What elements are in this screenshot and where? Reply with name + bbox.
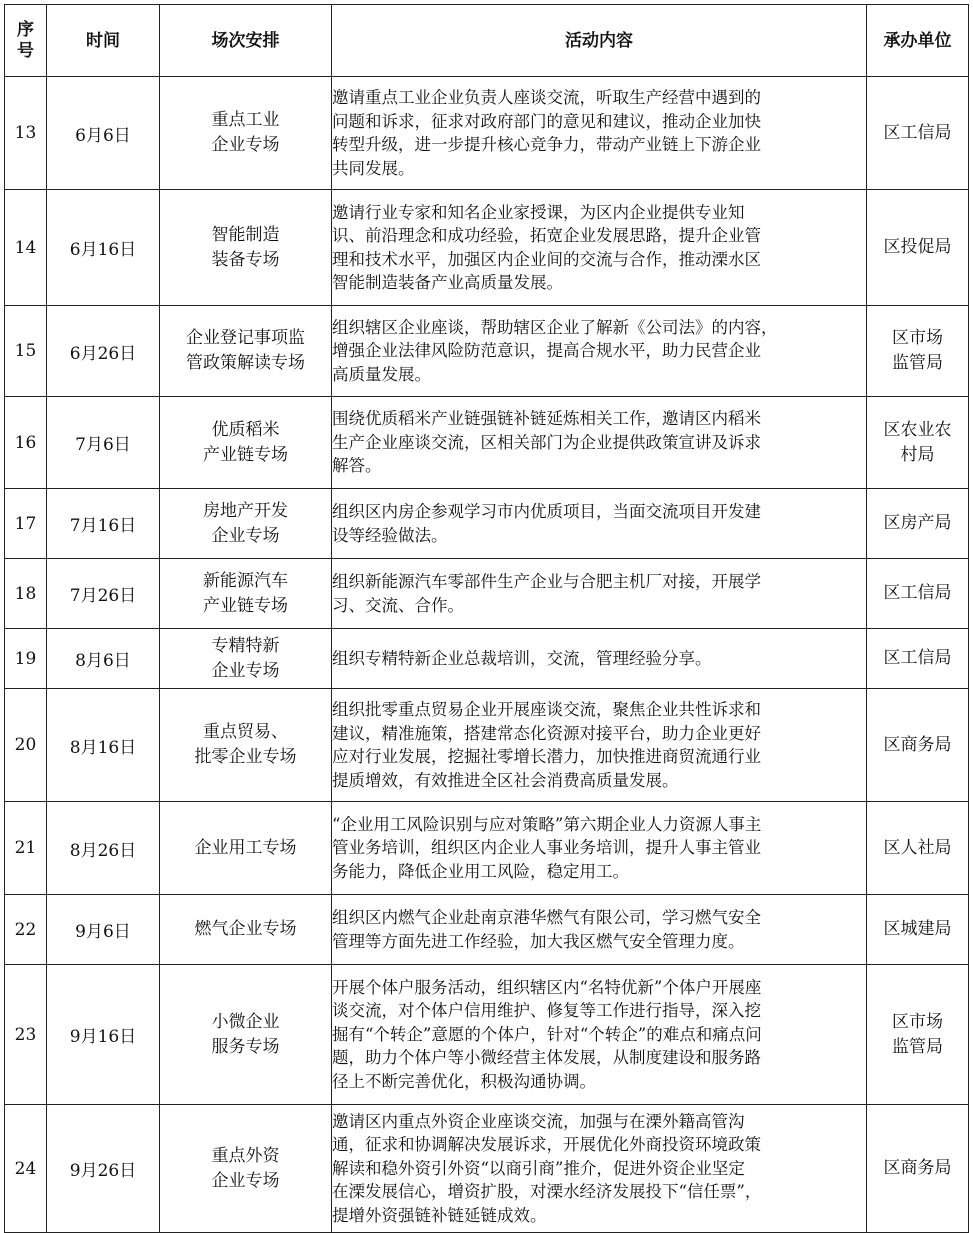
row-content <box>332 689 867 802</box>
session-line: 燃气企业专场 <box>194 919 297 939</box>
table-row <box>5 965 969 1105</box>
table-row <box>5 559 969 629</box>
row-date: 9月16日 <box>47 965 160 1105</box>
organizer-line: 区工信局 <box>883 122 952 143</box>
row-session <box>160 802 332 895</box>
table-row <box>5 489 969 559</box>
row-organizer <box>867 1105 969 1233</box>
header-number <box>5 5 47 77</box>
row-organizer <box>867 559 969 629</box>
content-line: 解读和稳外资引外资“以商引商”推介，促进外资企业坚定 <box>332 1158 745 1178</box>
content-line: 务能力，降低企业用工风险，稳定用工。 <box>332 861 629 881</box>
row-content <box>332 895 867 965</box>
row-number: 16 <box>5 397 47 489</box>
row-number: 17 <box>5 489 47 559</box>
content-line: 邀请重点工业企业负责人座谈交流，听取生产经营中遇到的 <box>332 88 761 107</box>
session-line: 企业专场 <box>211 135 280 155</box>
content-line: 围绕优质稻米产业链强链补链延炼相关工作，邀请区内稻米 <box>332 409 761 429</box>
content-line: 邀请行业专家和知名企业家授课，为区内企业提供专业知 <box>332 202 745 222</box>
content-line: 组织区内燃气企业赴南京港华燃气有限公司，学习燃气安全 <box>332 908 761 927</box>
row-date: 9月26日 <box>47 1105 160 1233</box>
content-line: 解答。 <box>332 456 382 476</box>
row-session <box>160 489 332 559</box>
table-row <box>5 629 969 689</box>
content-line: 增强企业法律风险防范意识，提高合规水平，助力民营企业 <box>332 341 761 361</box>
row-content <box>332 190 867 306</box>
organizer-line: 区商务局 <box>883 734 952 755</box>
content-line: 习、交流、合作。 <box>332 595 464 615</box>
table-row <box>5 77 969 190</box>
content-line: 高质量发展。 <box>332 364 431 384</box>
session-line: 重点贸易、 <box>203 722 288 742</box>
session-line: 企业专场 <box>211 660 280 681</box>
row-number: 18 <box>5 559 47 629</box>
header-number-line2: 号 <box>17 40 34 61</box>
organizer-line: 区人社局 <box>883 837 952 858</box>
row-session <box>160 965 332 1105</box>
session-line: 企业专场 <box>211 525 280 546</box>
organizer-line: 区市场 <box>892 1011 943 1032</box>
content-line: 组织批零重点贸易企业开展座谈交流，聚焦企业共性诉求和 <box>332 700 761 719</box>
row-content <box>332 1105 867 1233</box>
content-line: 邀请区内重点外资企业座谈交流，加强与在溧外籍高管沟 <box>332 1111 745 1131</box>
session-line: 智能制造 <box>211 224 280 245</box>
session-line: 管政策解读专场 <box>186 353 305 373</box>
row-organizer <box>867 190 969 306</box>
table-body <box>5 77 969 1233</box>
content-line: 开展个体户服务活动，组织辖区内“名特优新”个体户开展座 <box>332 977 762 997</box>
row-date: 7月6日 <box>47 397 160 489</box>
content-line: 识、前沿理念和成功经验，拓宽企业发展思路，提升企业管 <box>332 226 761 245</box>
row-number: 22 <box>5 895 47 965</box>
organizer-line: 监管局 <box>892 353 943 373</box>
session-line: 企业登记事项监 <box>186 328 305 348</box>
session-line: 企业专场 <box>211 1170 280 1191</box>
content-line: 管业务培训，组织区内企业人事业务培训，提升人事主管业 <box>332 838 761 858</box>
content-line: “企业用工风险识别与应对策略”第六期企业人力资源人事主 <box>332 814 762 834</box>
content-line: 应对行业发展，挖掘社零增长潜力，加快推进商贸流通行业 <box>332 747 761 766</box>
table-row <box>5 397 969 489</box>
content-line: 通，征求和协调解决发展诉求，开展优化外商投资环境政策 <box>332 1135 761 1155</box>
row-content <box>332 489 867 559</box>
session-line: 批零企业专场 <box>194 747 297 767</box>
row-organizer <box>867 306 969 397</box>
content-line: 管理等方面先进工作经验，加大我区燃气安全管理力度。 <box>332 931 745 951</box>
session-line: 专精特新 <box>211 635 280 656</box>
content-line: 共同发展。 <box>332 158 415 178</box>
content-line: 理和技术水平，加强区内企业间的交流与合作，推动溧水区 <box>332 249 761 269</box>
header-content: 活动内容 <box>332 5 867 77</box>
row-number: 20 <box>5 689 47 802</box>
session-line: 小微企业 <box>211 1011 280 1032</box>
content-line: 生产企业座谈交流，区相关部门为企业提供政策宣讲及诉求 <box>332 432 761 452</box>
row-content <box>332 802 867 895</box>
row-session <box>160 629 332 689</box>
content-line: 径上不断完善优化，积极沟通协调。 <box>332 1071 596 1091</box>
header-date: 时间 <box>47 5 160 77</box>
row-date: 7月16日 <box>47 489 160 559</box>
session-line: 优质稻米 <box>211 419 280 440</box>
content-line: 问题和诉求，征求对政府部门的意见和建议，推动企业加快 <box>332 111 761 131</box>
row-organizer <box>867 689 969 802</box>
content-line: 组织辖区企业座谈，帮助辖区企业了解新《公司法》的内容， <box>332 317 778 337</box>
content-line: 题，助力个体户等小微经营主体发展，从制度建设和服务路 <box>332 1048 761 1068</box>
organizer-line: 监管局 <box>892 1036 943 1057</box>
content-line: 建议，精准施策，搭建常态化资源对接平台，助力企业更好 <box>332 723 761 743</box>
row-content <box>332 629 867 689</box>
row-date: 9月6日 <box>47 895 160 965</box>
row-organizer <box>867 965 969 1105</box>
row-number: 21 <box>5 802 47 895</box>
session-line: 企业用工专场 <box>194 837 297 858</box>
row-session <box>160 689 332 802</box>
table-row <box>5 895 969 965</box>
row-number: 14 <box>5 190 47 306</box>
row-number: 15 <box>5 306 47 397</box>
table-row <box>5 802 969 895</box>
header-organizer: 承办单位 <box>867 5 969 77</box>
row-number: 24 <box>5 1105 47 1233</box>
organizer-line: 区农业农 <box>883 419 952 440</box>
row-date: 8月6日 <box>47 629 160 689</box>
content-line: 在溧发展信心，增资扩股，对溧水经济发展投下“信任票”， <box>332 1182 762 1202</box>
content-line: 转型升级，进一步提升核心竞争力，带动产业链上下游企业 <box>332 135 761 154</box>
row-date: 8月26日 <box>47 802 160 895</box>
content-line: 组织新能源汽车零部件生产企业与合肥主机厂对接，开展学 <box>332 572 761 591</box>
activity-schedule-table <box>4 4 969 1233</box>
row-date: 8月16日 <box>47 689 160 802</box>
row-number: 23 <box>5 965 47 1105</box>
organizer-line: 区工信局 <box>883 583 952 603</box>
session-line: 重点工业 <box>211 110 280 130</box>
row-organizer <box>867 802 969 895</box>
content-line: 提质增效，有效推进全区社会消费高质量发展。 <box>332 770 679 790</box>
session-line: 装备专场 <box>211 249 280 270</box>
session-line: 产业链专场 <box>203 444 288 465</box>
header-session: 场次安排 <box>160 5 332 77</box>
table-row <box>5 190 969 306</box>
organizer-line: 区城建局 <box>883 919 952 939</box>
row-organizer <box>867 397 969 489</box>
row-session <box>160 895 332 965</box>
row-number: 13 <box>5 77 47 190</box>
row-date: 6月6日 <box>47 77 160 190</box>
session-line: 服务专场 <box>211 1036 280 1057</box>
row-session <box>160 306 332 397</box>
row-organizer <box>867 77 969 190</box>
table-row <box>5 306 969 397</box>
organizer-line: 区商务局 <box>883 1158 952 1178</box>
row-session <box>160 559 332 629</box>
session-line: 新能源汽车 <box>203 570 288 591</box>
row-date: 6月26日 <box>47 306 160 397</box>
content-line: 掘有“个转企”意愿的个体户，针对“个转企”的难点和痛点问 <box>332 1024 762 1044</box>
table-row <box>5 1105 969 1233</box>
session-line: 房地产开发 <box>203 500 288 521</box>
table-header-row <box>5 5 969 77</box>
organizer-line: 区工信局 <box>883 648 952 668</box>
content-line: 谈交流，对个体户信用维护、修复等工作进行指导，深入挖 <box>332 1001 761 1021</box>
row-date: 6月16日 <box>47 190 160 306</box>
table-row <box>5 689 969 802</box>
row-organizer <box>867 489 969 559</box>
row-content <box>332 397 867 489</box>
organizer-line: 区市场 <box>892 328 943 348</box>
row-date: 7月26日 <box>47 559 160 629</box>
content-line: 提增外资强链补链延链成效。 <box>332 1205 547 1225</box>
row-content <box>332 77 867 190</box>
row-content <box>332 306 867 397</box>
row-session <box>160 397 332 489</box>
organizer-line: 区投促局 <box>883 237 952 257</box>
session-line: 产业链专场 <box>203 595 288 616</box>
content-line: 组织区内房企参观学习市内优质项目，当面交流项目开发建 <box>332 502 761 521</box>
row-organizer <box>867 629 969 689</box>
session-line: 重点外资 <box>211 1145 280 1166</box>
content-line: 智能制造装备产业高质量发展。 <box>332 273 563 292</box>
content-line: 组织专精特新企业总裁培训，交流，管理经验分享。 <box>332 648 712 668</box>
organizer-line: 村局 <box>900 444 935 465</box>
row-session <box>160 1105 332 1233</box>
row-number: 19 <box>5 629 47 689</box>
row-content <box>332 559 867 629</box>
header-number-line1: 序 <box>17 19 34 40</box>
organizer-line: 区房产局 <box>883 513 952 533</box>
row-organizer <box>867 895 969 965</box>
row-content <box>332 965 867 1105</box>
content-line: 设等经验做法。 <box>332 525 448 545</box>
row-session <box>160 190 332 306</box>
row-session <box>160 77 332 190</box>
